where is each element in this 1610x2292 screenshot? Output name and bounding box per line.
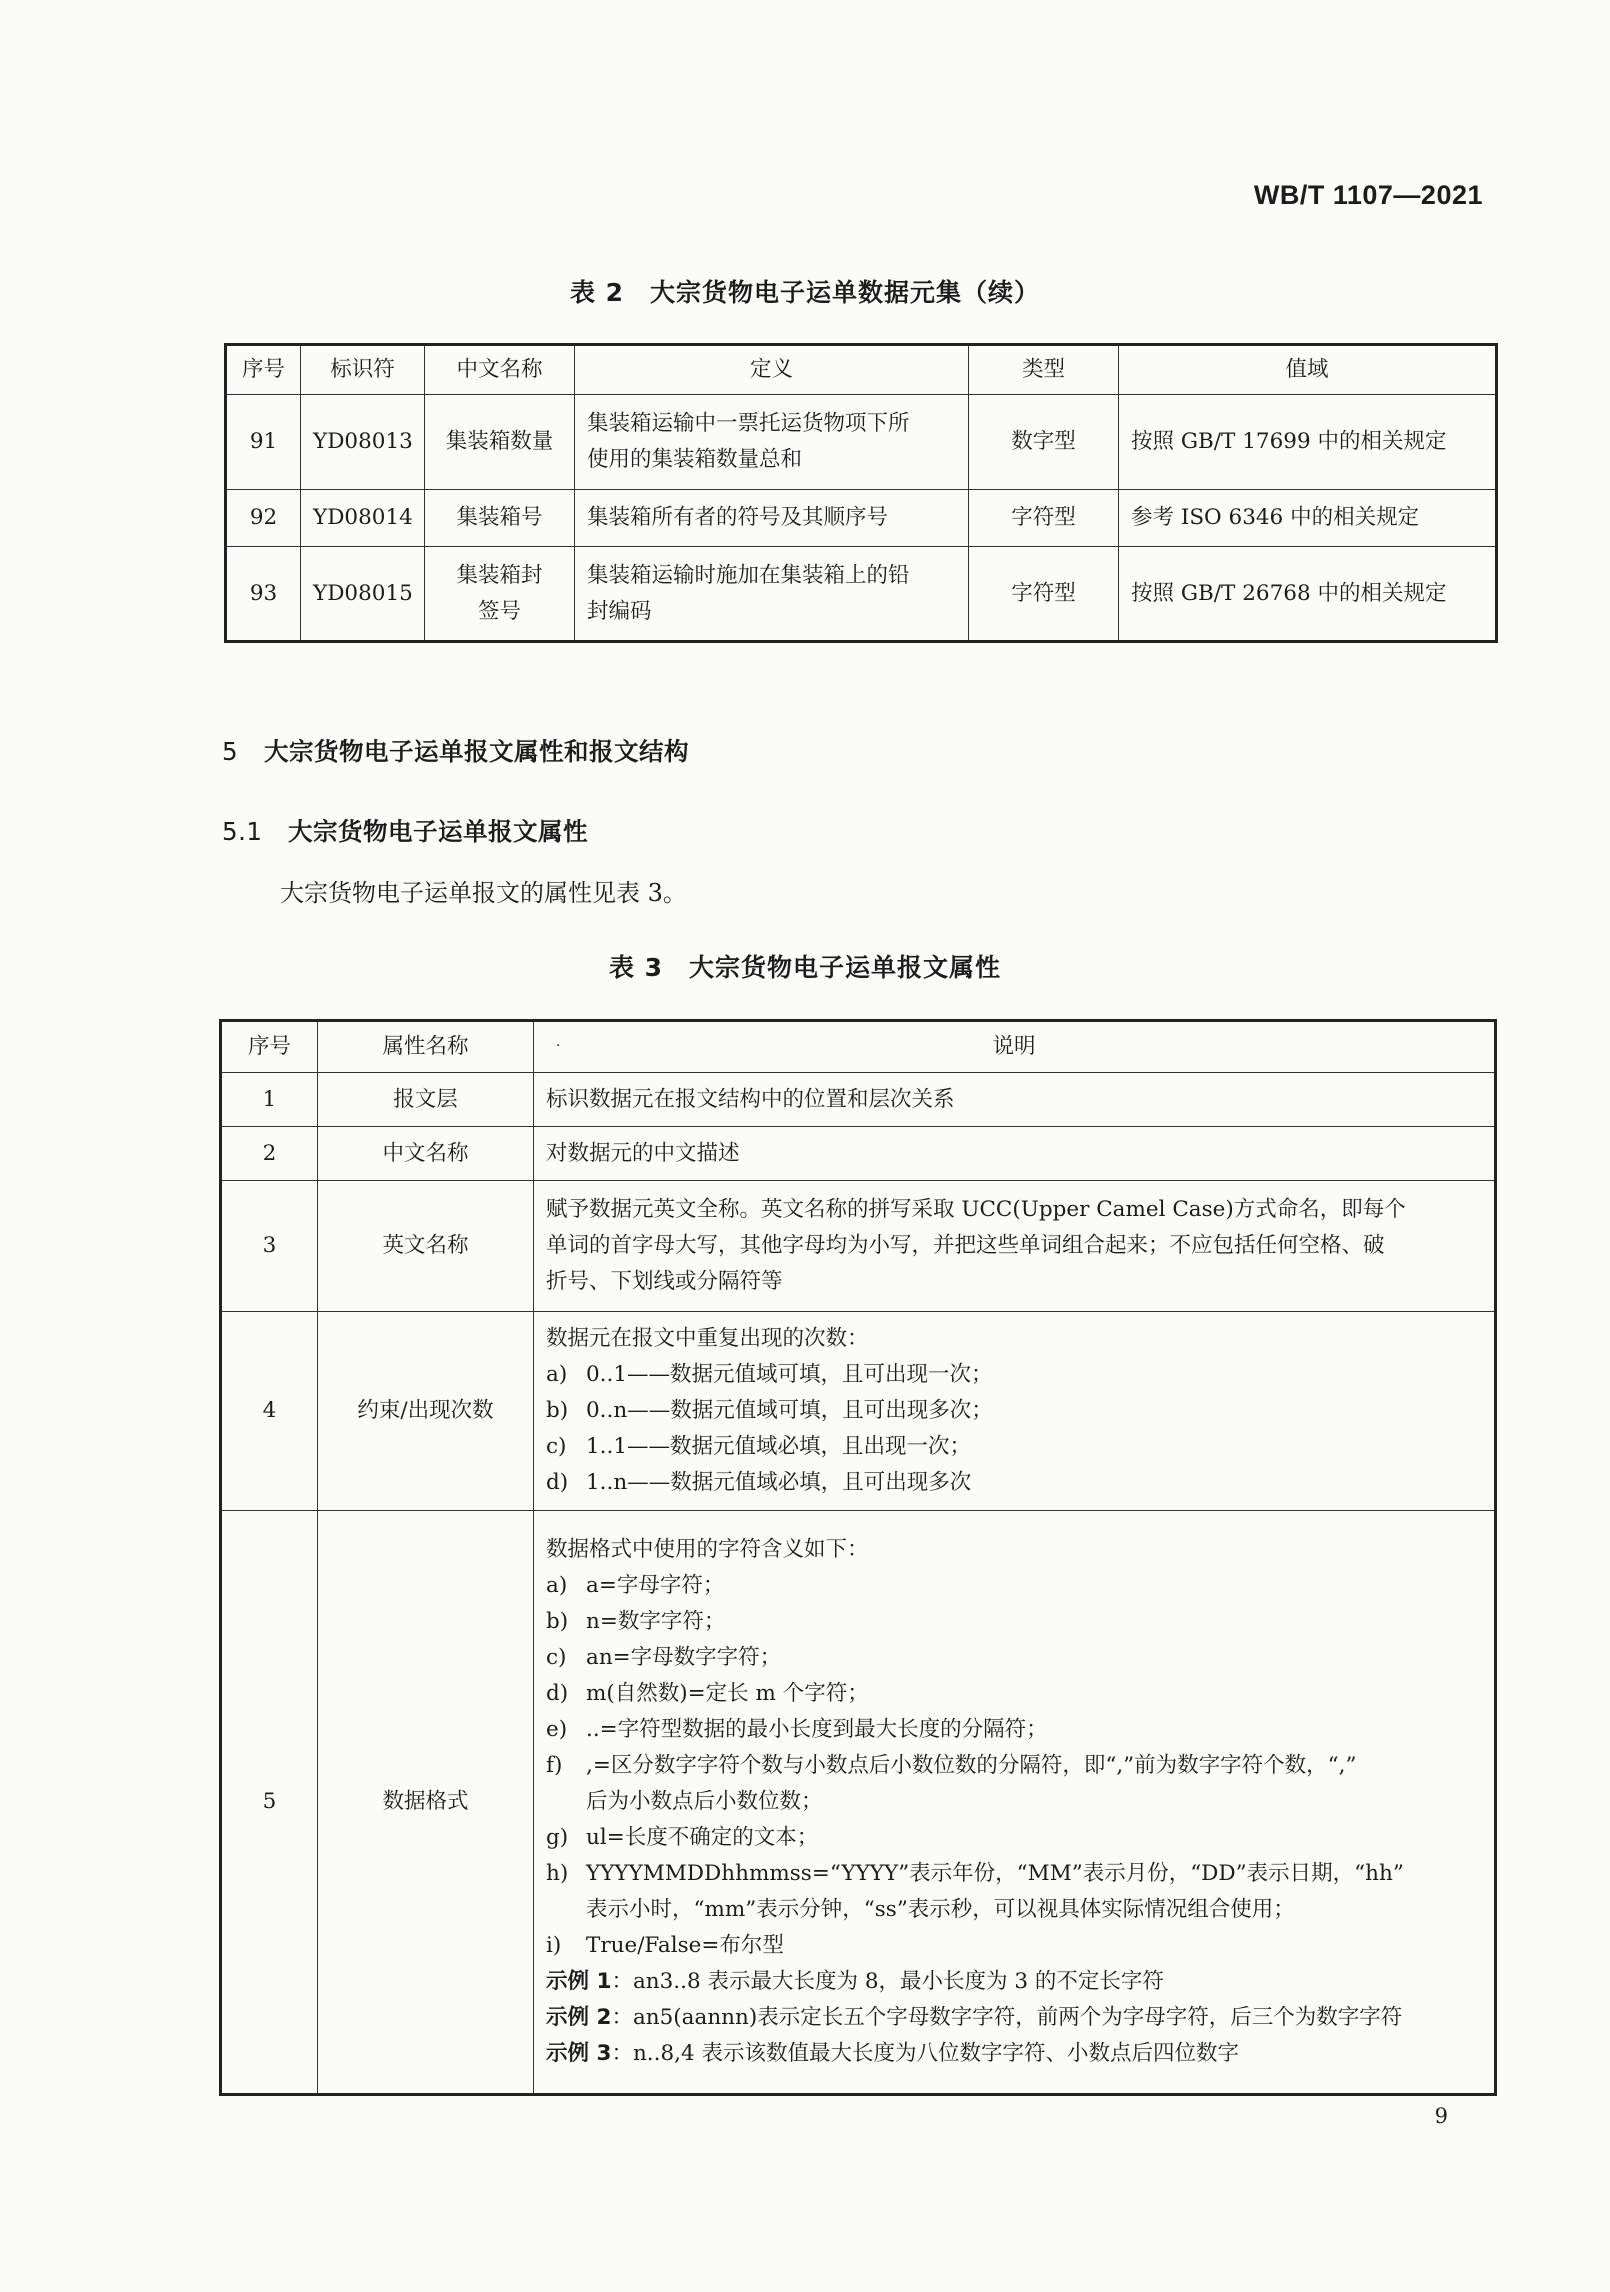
- list-marker: h): [546, 1861, 569, 1886]
- desc-line: 单词的首字母大写，其他字母均为小写，并把这些单词组合起来；不应包括任何空格、破: [546, 1233, 1385, 1258]
- header-dot-mark: ·: [556, 1038, 561, 1054]
- identifier: YD08015: [301, 547, 425, 642]
- table-row: [226, 490, 1497, 547]
- list-text: 0..n——数据元值域可填，且可出现多次；: [586, 1398, 993, 1423]
- example-line: [546, 2000, 1482, 2036]
- data-type: 数字型: [969, 395, 1119, 490]
- list-marker: g): [546, 1825, 569, 1850]
- row-number: 5: [221, 1511, 318, 2095]
- list-item: [546, 1928, 1482, 1964]
- example-text: ：an3..8 表示最大长度为 8，最小长度为 3 的不定长字符: [611, 1969, 1164, 1994]
- list-text: [586, 1856, 1482, 1928]
- definition-line: 集装箱运输时施加在集装箱上的铅: [587, 562, 910, 588]
- list-marker: c): [546, 1645, 567, 1670]
- list-marker: b): [546, 1398, 569, 1423]
- example-label: 示例 1: [546, 1969, 612, 1994]
- attribute-desc: [534, 1181, 1496, 1312]
- table-row: [226, 547, 1497, 642]
- section-title: 大宗货物电子运单报文属性: [288, 817, 588, 846]
- list-item: [546, 1357, 1482, 1393]
- list-text: 1..1——数据元值域必填，且出现一次；: [586, 1434, 972, 1459]
- list-text: 0..1——数据元值域可填，且可出现一次；: [586, 1362, 993, 1387]
- list-item: [546, 1856, 1482, 1928]
- value-range: 按照 GB/T 26768 中的相关规定: [1119, 547, 1497, 642]
- attribute-name: 报文层: [318, 1073, 534, 1127]
- table3-header-cell: 属性名称: [318, 1021, 534, 1073]
- section-5-1-paragraph: 大宗货物电子运单报文的属性见表 3。: [280, 879, 687, 907]
- list-item: [546, 1465, 1482, 1501]
- example-label: 示例 3: [546, 2041, 612, 2066]
- list-text: 1..n——数据元值域必填，且可出现多次: [586, 1470, 972, 1495]
- table-row: [221, 1127, 1496, 1181]
- section-number: 5: [222, 737, 239, 766]
- row-number: 2: [221, 1127, 318, 1181]
- example-text: ：n..8,4 表示该数值最大长度为八位数字字符、小数点后四位数字: [611, 2041, 1239, 2066]
- table2-header-cell: 标识符: [301, 345, 425, 395]
- list-marker: i): [546, 1933, 562, 1958]
- data-type: 字符型: [969, 490, 1119, 547]
- table2-header-cell: 类型: [969, 345, 1119, 395]
- desc-line: 折号、下划线或分隔符等: [546, 1269, 783, 1294]
- example-line: [546, 1964, 1482, 2000]
- attribute-name: 约束/出现次数: [318, 1312, 534, 1511]
- attribute-name: 中文名称: [318, 1127, 534, 1181]
- table3-title: 表 3 大宗货物电子运单报文属性: [608, 953, 1002, 982]
- section-5-1-heading: [222, 813, 588, 848]
- chinese-name: 集装箱数量: [425, 395, 575, 490]
- row-number: 93: [226, 547, 301, 642]
- chinese-name: [425, 547, 575, 642]
- list-marker: f): [546, 1753, 563, 1778]
- row-number: 3: [221, 1181, 318, 1312]
- definition: [575, 547, 969, 642]
- list-item: [546, 1604, 1482, 1640]
- identifier: YD08013: [301, 395, 425, 490]
- attribute-desc: [534, 1511, 1496, 2095]
- list-item: [546, 1568, 1482, 1604]
- definition: [575, 395, 969, 490]
- list-text: ul=长度不确定的文本；: [586, 1825, 819, 1850]
- list-text-line: 表示小时，“mm”表示分钟，“ss”表示秒，可以视具体实际情况组合使用；: [586, 1897, 1295, 1922]
- table3: [219, 1019, 1497, 2096]
- section-title: 大宗货物电子运单报文属性和报文结构: [264, 737, 689, 766]
- table-row: [221, 1312, 1496, 1511]
- section-5-heading: [222, 733, 689, 768]
- list-marker: d): [546, 1470, 569, 1495]
- list-text: a=字母字符；: [586, 1573, 725, 1598]
- list-text-line: YYYYMMDDhhmmss=“YYYY”表示年份，“MM”表示月份，“DD”表示日期，“hh”: [586, 1861, 1404, 1886]
- list-text: ..=字符型数据的最小长度到最大长度的分隔符；: [586, 1717, 1048, 1742]
- definition-line: 集装箱所有者的符号及其顺序号: [587, 505, 889, 530]
- table2-header-row: [226, 345, 1497, 395]
- example-text: ：an5(aannn)表示定长五个字母数字字符，前两个为字母字符，后三个为数字字符: [611, 2005, 1403, 2030]
- value-range: 按照 GB/T 17699 中的相关规定: [1119, 395, 1497, 490]
- definition-line: 封编码: [587, 598, 652, 624]
- list-text: m(自然数)=定长 m 个字符；: [586, 1681, 869, 1706]
- table2-title: 表 2 大宗货物电子运单数据元集（续）: [569, 278, 1041, 307]
- table3-header-cell: 序号: [221, 1021, 318, 1073]
- table-row: [221, 1073, 1496, 1127]
- list-text: [586, 1748, 1482, 1820]
- list-text-line: 后为小数点后小数位数；: [586, 1789, 823, 1814]
- attribute-desc: 标识数据元在报文结构中的位置和层次关系: [534, 1073, 1496, 1127]
- list-marker: c): [546, 1434, 567, 1459]
- desc-line: 赋予数据元英文全称。英文名称的拼写采取 UCC(Upper Camel Case)方式命名，即每个: [546, 1197, 1406, 1222]
- chinese-name: 集装箱号: [425, 490, 575, 547]
- table2-header-cell: 序号: [226, 345, 301, 395]
- list-text: n=数字字符；: [586, 1609, 726, 1634]
- definition-line: 使用的集装箱数量总和: [587, 447, 803, 472]
- row-number: 1: [221, 1073, 318, 1127]
- table3-header-row: [221, 1021, 1496, 1073]
- list-marker: d): [546, 1681, 569, 1706]
- example-label: 示例 2: [546, 2005, 612, 2030]
- table2: [224, 343, 1498, 643]
- list-item: [546, 1429, 1482, 1465]
- table3-header-label: 说明: [992, 1034, 1036, 1059]
- table-row: [221, 1511, 1496, 2095]
- row-number: 4: [221, 1312, 318, 1511]
- desc-intro: 数据格式中使用的字符含义如下：: [546, 1537, 869, 1562]
- page-number: 9: [1434, 2104, 1448, 2128]
- list-marker: a): [546, 1362, 568, 1387]
- definition-line: 集装箱运输中一票托运货物项下所: [587, 411, 910, 436]
- attribute-name: 数据格式: [318, 1511, 534, 2095]
- attribute-desc: 对数据元的中文描述: [534, 1127, 1496, 1181]
- row-number: 92: [226, 490, 301, 547]
- section-number: 5.1: [222, 817, 263, 846]
- table2-header-cell: 定义: [575, 345, 969, 395]
- desc-intro: 数据元在报文中重复出现的次数：: [546, 1326, 869, 1351]
- list-text: True/False=布尔型: [586, 1933, 784, 1958]
- table-row: [221, 1181, 1496, 1312]
- chinese-name-line: 集装箱封: [456, 562, 543, 588]
- list-text-line: ,=区分数字字符个数与小数点后小数位数的分隔符，即“,”前为数字字符个数，“,”: [586, 1753, 1357, 1778]
- table-row: [226, 395, 1497, 490]
- value-range: 参考 ISO 6346 中的相关规定: [1119, 490, 1497, 547]
- identifier: YD08014: [301, 490, 425, 547]
- list-marker: a): [546, 1573, 568, 1598]
- example-line: [546, 2036, 1482, 2072]
- chinese-name-line: 签号: [477, 598, 521, 624]
- definition: [575, 490, 969, 547]
- list-item: [546, 1640, 1482, 1676]
- list-item: [546, 1393, 1482, 1429]
- table2-header-cell: 值域: [1119, 345, 1497, 395]
- table2-header-cell: 中文名称: [425, 345, 575, 395]
- list-item: [546, 1748, 1482, 1820]
- list-marker: e): [546, 1717, 568, 1742]
- attribute-name: 英文名称: [318, 1181, 534, 1312]
- table3-header-cell: [534, 1021, 1496, 1073]
- standard-code: WB/T 1107—2021: [1253, 180, 1483, 210]
- list-item: [546, 1712, 1482, 1748]
- row-number: 91: [226, 395, 301, 490]
- list-item: [546, 1676, 1482, 1712]
- attribute-desc: [534, 1312, 1496, 1511]
- list-text: an=字母数字字符；: [586, 1645, 782, 1670]
- data-type: 字符型: [969, 547, 1119, 642]
- list-marker: b): [546, 1609, 569, 1634]
- list-item: [546, 1820, 1482, 1856]
